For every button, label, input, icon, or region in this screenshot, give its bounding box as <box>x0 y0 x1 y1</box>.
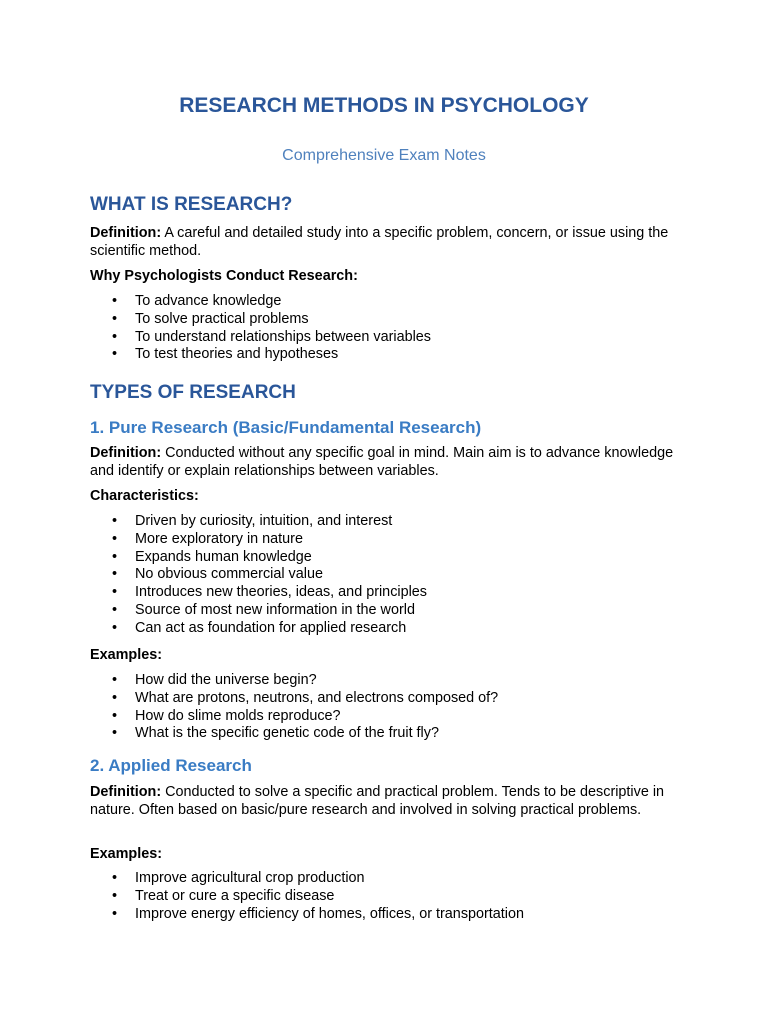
pure-examples-list <box>90 672 690 743</box>
list-item: • To understand relationships between variables <box>112 328 431 345</box>
document-subtitle: Comprehensive Exam Notes <box>282 147 486 164</box>
list-item: • What are protons, neutrons, and electrons composed of? <box>112 689 499 706</box>
bullet-icon: • <box>112 346 118 363</box>
bullet-icon: • <box>112 619 118 636</box>
bullet-icon: • <box>112 725 118 742</box>
bullet-icon: • <box>112 905 118 922</box>
list-item: • To test theories and hypotheses <box>112 346 339 363</box>
section-heading-what-is-research: WHAT IS RESEARCH? <box>90 194 293 215</box>
bullet-icon: • <box>112 566 118 583</box>
definition-text: Conducted without any specific goal in mind. Main aim is to advance knowledge and identify or explain relationships between variables. <box>90 445 674 479</box>
bullet-icon: • <box>112 328 118 345</box>
list-item: • More exploratory in nature <box>112 530 303 547</box>
list-item: • Treat or cure a specific disease <box>112 887 335 904</box>
bullet-icon: • <box>112 310 118 327</box>
pure-examples-label: Examples: <box>90 647 162 663</box>
characteristics-list <box>90 513 690 638</box>
list-item: • How did the universe begin? <box>112 672 317 688</box>
definition-label: Definition: <box>90 225 162 241</box>
bullet-icon: • <box>112 707 118 724</box>
bullet-icon: • <box>112 672 118 688</box>
list-item: • Can act as foundation for applied research <box>112 619 407 636</box>
why-research-label: Why Psychologists Conduct Research: <box>90 268 358 284</box>
bullet-icon: • <box>112 689 118 706</box>
why-research-list <box>90 293 690 364</box>
applied-examples-label: Examples: <box>90 846 162 862</box>
document-title: RESEARCH METHODS IN PSYCHOLOGY <box>179 94 589 117</box>
bullet-icon: • <box>112 601 118 618</box>
list-item: • Source of most new information in the world <box>112 601 415 618</box>
bullet-icon: • <box>112 293 118 309</box>
definition-label: Definition: <box>90 445 162 461</box>
bullet-icon: • <box>112 548 118 565</box>
applied-research-definition <box>90 783 690 819</box>
bullet-icon: • <box>112 887 118 904</box>
list-item: • Driven by curiosity, intuition, and interest <box>112 513 393 529</box>
list-item: • Improve energy efficiency of homes, offices, or transportation <box>112 905 525 922</box>
characteristics-label: Characteristics: <box>90 488 199 504</box>
definition-text: Conducted to solve a specific and practical problem. Tends to be descriptive in nature. Often based on basic/pure research and involved in solving practical problems. <box>90 784 665 818</box>
definition-text: A careful and detailed study into a specific problem, concern, or issue using the scientific method. <box>90 225 669 259</box>
definition-label: Definition: <box>90 784 162 800</box>
bullet-icon: • <box>112 530 118 547</box>
bullet-icon: • <box>112 513 118 529</box>
applied-examples-list <box>90 870 690 923</box>
research-definition <box>90 224 690 260</box>
section-heading-types-of-research: TYPES OF RESEARCH <box>90 382 296 403</box>
list-item: • What is the specific genetic code of the fruit fly? <box>112 725 439 742</box>
list-item: • Improve agricultural crop production <box>112 870 365 886</box>
list-item: • How do slime molds reproduce? <box>112 707 341 724</box>
pure-research-definition <box>90 444 690 480</box>
list-item: • Expands human knowledge <box>112 548 312 565</box>
subsection-heading-applied-research: 2. Applied Research <box>90 756 252 775</box>
list-item: • To advance knowledge <box>112 293 282 309</box>
list-item: • Introduces new theories, ideas, and principles <box>112 584 427 601</box>
bullet-icon: • <box>112 870 118 886</box>
list-item: • To solve practical problems <box>112 310 309 327</box>
bullet-icon: • <box>112 584 118 601</box>
list-item: • No obvious commercial value <box>112 566 323 583</box>
subsection-heading-pure-research: 1. Pure Research (Basic/Fundamental Research) <box>90 418 482 437</box>
